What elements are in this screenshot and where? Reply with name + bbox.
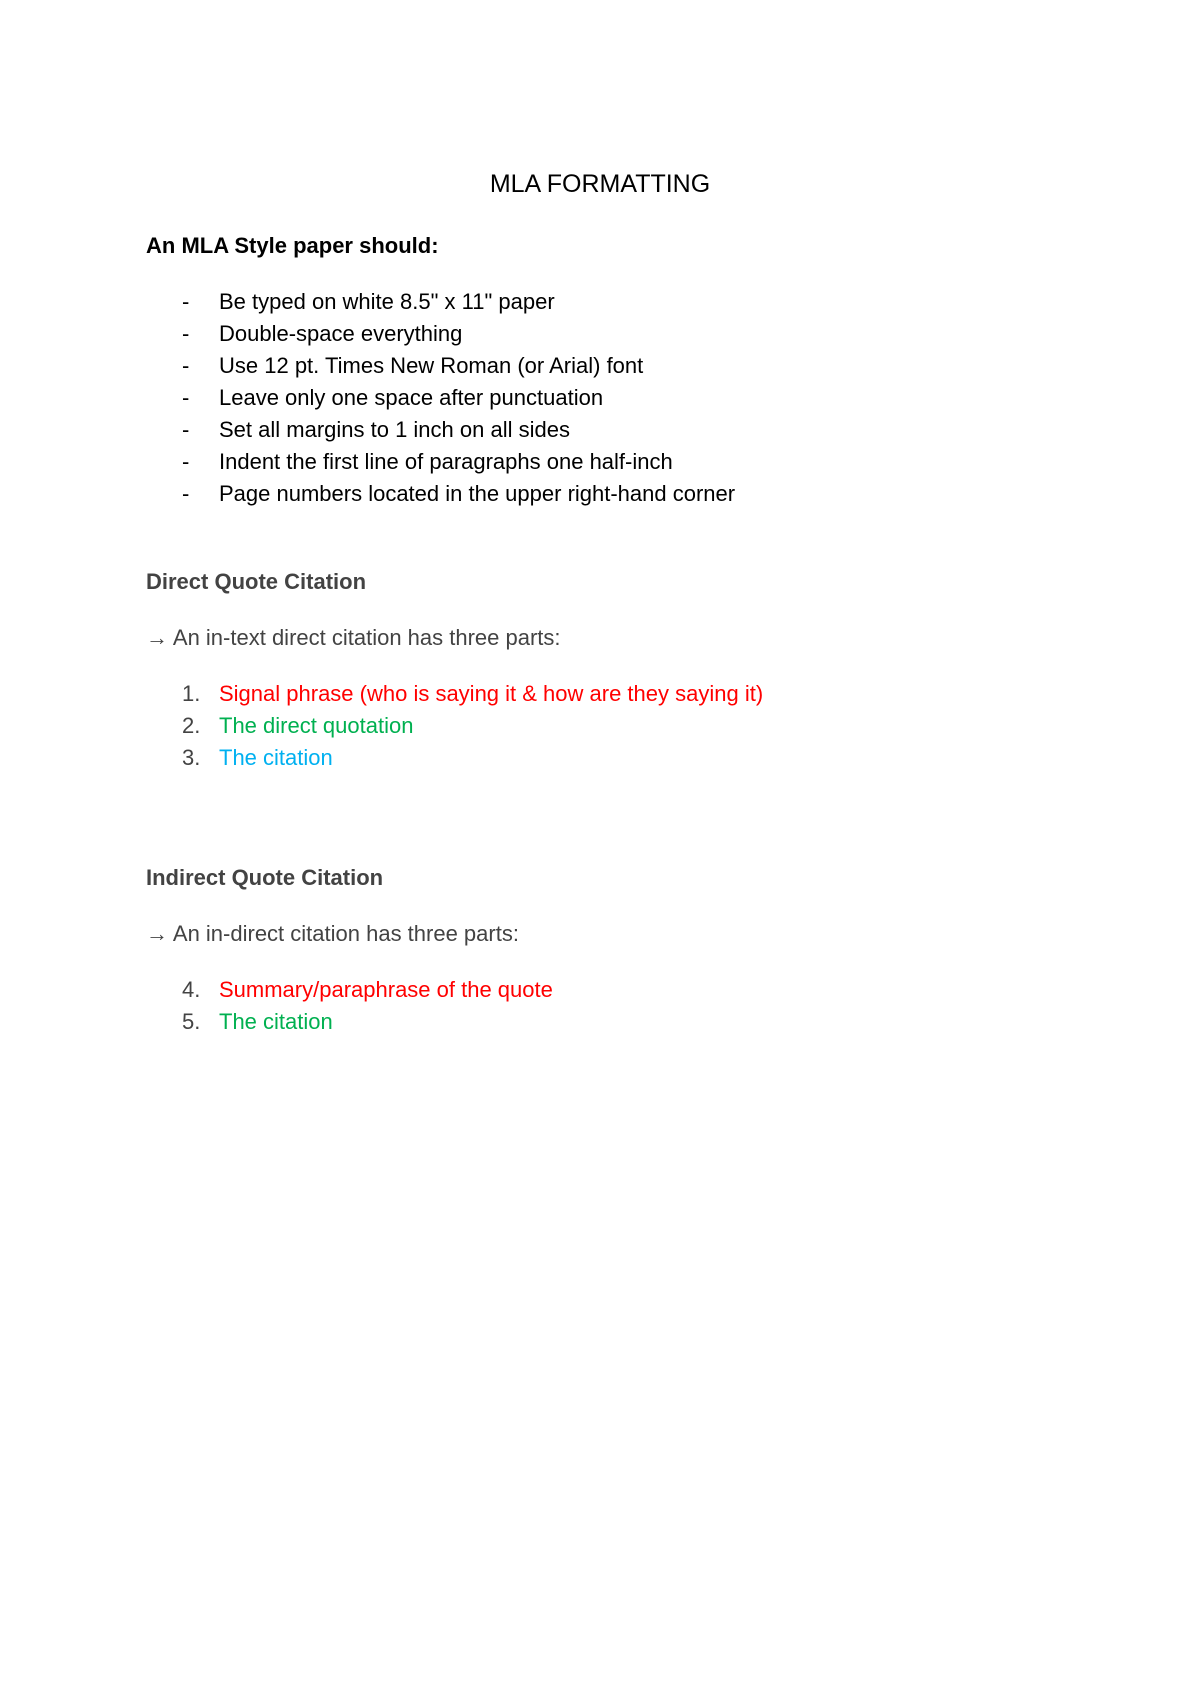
list-item bbox=[146, 350, 1106, 382]
list-item bbox=[146, 478, 1106, 510]
item-text: The citation bbox=[219, 745, 333, 770]
section-intro: → An in-text direct citation has three parts: bbox=[146, 625, 561, 650]
document-title: MLA FORMATTING bbox=[489, 170, 711, 198]
item-number: 4. bbox=[182, 977, 201, 1002]
list-item-text: Set all margins to 1 inch on all sides bbox=[219, 417, 570, 442]
list-item-text: Use 12 pt. Times New Roman (or Arial) font bbox=[219, 353, 644, 378]
bullet-dash: - bbox=[182, 449, 190, 474]
list-item-text: Leave only one space after punctuation bbox=[219, 385, 604, 410]
section-direct-quote bbox=[146, 566, 1106, 774]
item-text: The direct quotation bbox=[219, 713, 414, 738]
numbered-item bbox=[146, 974, 1106, 1006]
item-text: The citation bbox=[219, 1009, 333, 1034]
bullet-dash: - bbox=[182, 321, 190, 346]
item-number: 1. bbox=[182, 681, 201, 706]
list-item-text: Page numbers located in the upper right-hand corner bbox=[219, 481, 736, 506]
numbered-item bbox=[146, 742, 1106, 774]
bullet-dash: - bbox=[182, 481, 190, 506]
list-item bbox=[146, 446, 1106, 478]
bullet-dash: - bbox=[182, 289, 190, 314]
list-item bbox=[146, 318, 1106, 350]
list-item bbox=[146, 414, 1106, 446]
list-item bbox=[146, 382, 1106, 414]
list-item-text: Double-space everything bbox=[219, 321, 463, 346]
indirect-citation-parts-list bbox=[146, 974, 1106, 1038]
numbered-item bbox=[146, 1006, 1106, 1038]
list-item bbox=[146, 286, 1106, 318]
item-number: 3. bbox=[182, 745, 201, 770]
item-text: Signal phrase (who is saying it & how are they saying it) bbox=[219, 681, 764, 706]
item-number: 2. bbox=[182, 713, 201, 738]
item-number: 5. bbox=[182, 1009, 201, 1034]
numbered-item bbox=[146, 710, 1106, 742]
direct-citation-parts-list bbox=[146, 678, 1106, 774]
section-mla-style bbox=[146, 230, 1106, 510]
bullet-dash: - bbox=[182, 353, 190, 378]
section-indirect-quote bbox=[146, 862, 1106, 1038]
bullet-dash: - bbox=[182, 385, 190, 410]
numbered-item bbox=[146, 678, 1106, 710]
item-text: Summary/paraphrase of the quote bbox=[219, 977, 553, 1002]
section-heading: Indirect Quote Citation bbox=[146, 865, 384, 890]
list-item-text: Indent the first line of paragraphs one half-inch bbox=[219, 449, 673, 474]
list-item-text: Be typed on white 8.5" x 11" paper bbox=[219, 289, 555, 314]
section-heading: Direct Quote Citation bbox=[146, 569, 367, 594]
section-intro: → An in-direct citation has three parts: bbox=[146, 921, 519, 946]
bullet-dash: - bbox=[182, 417, 190, 442]
requirements-list bbox=[146, 286, 1106, 510]
section-heading: An MLA Style paper should: bbox=[146, 233, 439, 258]
document-body bbox=[146, 230, 1106, 1038]
